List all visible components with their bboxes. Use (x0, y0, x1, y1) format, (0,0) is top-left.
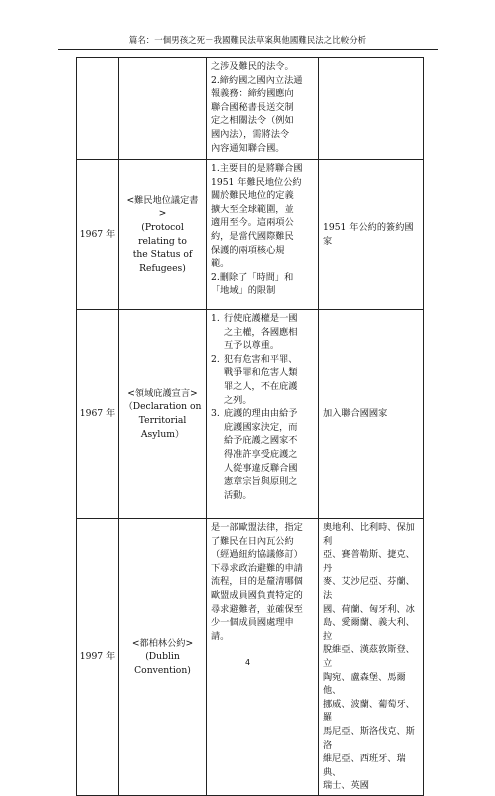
content-cell (207, 310, 319, 519)
content-line: 罪之人，不在庇護 (224, 380, 298, 392)
list-item-text (224, 407, 315, 502)
signatory-line: 維尼亞、西班牙、瑞典、 (323, 753, 406, 778)
table-body (77, 58, 424, 796)
comparison-table (76, 57, 424, 796)
content-line: 關於難民地位的定義 (211, 190, 294, 202)
content-line: 犯有危害和平罪、 (224, 353, 298, 365)
signatory-line: 島、愛爾蘭、義大利、拉 (323, 617, 415, 642)
header-rule (58, 49, 438, 50)
signatory-cell: 1951 年公約的簽約國家 (319, 160, 424, 310)
list-item-text (211, 162, 315, 271)
content-line: 2.刪除了「時間」和 (211, 271, 294, 283)
signatory-line: 瑞士、英國 (323, 780, 369, 792)
content-line: 活動。 (224, 489, 252, 501)
instrument-name-line: (Dublin Convention) (134, 651, 191, 676)
year-cell (77, 58, 119, 160)
instrument-name-line: Asylum） (140, 428, 185, 440)
instrument-name-line: （Declaration on (123, 401, 202, 413)
content-line: 得准許享受庇護之 (224, 448, 298, 460)
instrument-name-cell (119, 58, 207, 160)
signatory-cell: 加入聯合國國家 (319, 310, 424, 519)
content-cell (207, 58, 319, 160)
list-item-number: 1. (211, 313, 220, 324)
content-line: 適用至今。這兩項公 (211, 217, 294, 229)
content-line: 報義務：締約國應向 (211, 88, 294, 100)
instrument-name-line: <都柏林公約> (131, 637, 194, 649)
content-line: 歐盟成員國負責特定的 (211, 589, 303, 601)
instrument-name-line: the Status of (132, 249, 193, 261)
instrument-name-cell (119, 310, 207, 519)
content-list-item (211, 312, 315, 353)
content-list-item (211, 271, 315, 298)
content-line: 給予庇護之國家不 (224, 435, 298, 447)
signatory-cell (319, 519, 424, 796)
content-line: 2.締約國之國內立法通 (211, 74, 303, 86)
content-line: 定之相關法令（例如 (211, 115, 294, 127)
signatory-line: 脫維亞、漢茲敦斯登、立 (323, 644, 415, 669)
instrument-name-line: Territorial (138, 415, 187, 426)
year-cell: 1967 年 (77, 310, 119, 519)
content-line: 內容通知聯合國。 (211, 142, 285, 154)
instrument-name-line: <領域庇護宣言> (127, 387, 198, 399)
content-line: 流程，目的是釐清哪個 (211, 576, 303, 588)
signatory-line: 亞、賽普勒斯、捷克、丹 (323, 549, 415, 574)
list-item-number: 2. (211, 353, 220, 365)
content-line: 是一部歐盟法律，指定 (211, 522, 303, 533)
content-line: 之主權，各國應相 (224, 326, 298, 338)
year-cell: 1967 年 (77, 160, 119, 310)
content-line: 之列。 (224, 394, 252, 406)
list-item-text (224, 312, 315, 353)
signatory-cell (319, 58, 424, 160)
content-line: 範。 (211, 258, 230, 270)
content-line: 行使庇護權是一國 (224, 313, 298, 324)
content-list-item (211, 407, 315, 502)
instrument-name-cell (119, 160, 207, 310)
content-line: 聯合國秘書長送交制 (211, 101, 294, 113)
content-cell (207, 519, 319, 796)
signatory-line: 挪威、波蘭、葡萄牙、羅 (323, 698, 415, 724)
content-line: 憲章宗旨與原則之 (224, 476, 298, 488)
content-line: 1.主要目的是將聯合國 (211, 163, 303, 174)
signatory-line: 陶宛、盧森堡、馬爾他、 (323, 671, 406, 697)
content-line: 庇護國家決定，而 (224, 421, 298, 433)
content-line: 約，是當代國際難民 (211, 230, 294, 242)
content-line: 人從事違反聯合國 (224, 462, 298, 474)
instrument-name-cell (119, 519, 207, 796)
signatory-line: 馬尼亞、斯洛伐克、斯洛 (323, 725, 415, 751)
list-item-number: 3. (211, 408, 220, 420)
content-line: 擴大至全球範圍，並 (211, 203, 294, 215)
content-line: 下尋求政治避難的申請 (211, 562, 303, 574)
instrument-name-line: (Protocol relating to (138, 221, 187, 247)
table-row (77, 160, 424, 310)
page-header-title: 篇名：一個男孩之死－我國難民法草案與他國難民法之比較分析 (128, 35, 367, 45)
content-list-item (211, 353, 315, 407)
content-line: 尋求避難者，並確保至 (211, 603, 303, 615)
signatory-line: 麥、艾沙尼亞、芬蘭、法 (323, 576, 415, 601)
table-row (77, 310, 424, 519)
content-line: 國內法），需將法令 (211, 128, 290, 140)
signatory-line: 奧地利、比利時、保加利 (323, 522, 415, 547)
content-line: 1951 年難民地位公約 (211, 176, 302, 188)
content-line: 「地域」的限制 (211, 285, 276, 297)
content-list-item (211, 162, 315, 271)
content-line: 庇護的理由由給予 (224, 408, 298, 420)
content-line: 保護的兩項核心規 (211, 244, 285, 256)
instrument-name-line: Refugees) (139, 262, 186, 274)
list-item-text (224, 353, 315, 407)
content-cell (207, 160, 319, 310)
content-line: （經過紐約協議修訂） (211, 549, 303, 561)
content-line: 了難民在日內瓦公約 (211, 535, 294, 547)
table-row (77, 519, 424, 796)
content-line: 請。 (211, 630, 230, 642)
content-line: 互予以尊重。 (224, 340, 280, 352)
content-line: 戰爭罪和危害人類 (224, 367, 298, 379)
table-row (77, 58, 424, 160)
list-item-text (211, 271, 315, 298)
instrument-name-line: <難民地位議定書> (126, 194, 199, 220)
page-number: 4 (244, 658, 251, 667)
content-line: 少一個成員國處理申 (211, 617, 294, 629)
content-line: 之涉及難民的法令。 (211, 61, 294, 72)
signatory-line: 國、荷蘭、匈牙利、冰 (323, 603, 415, 615)
year-cell: 1997 年 (77, 519, 119, 796)
